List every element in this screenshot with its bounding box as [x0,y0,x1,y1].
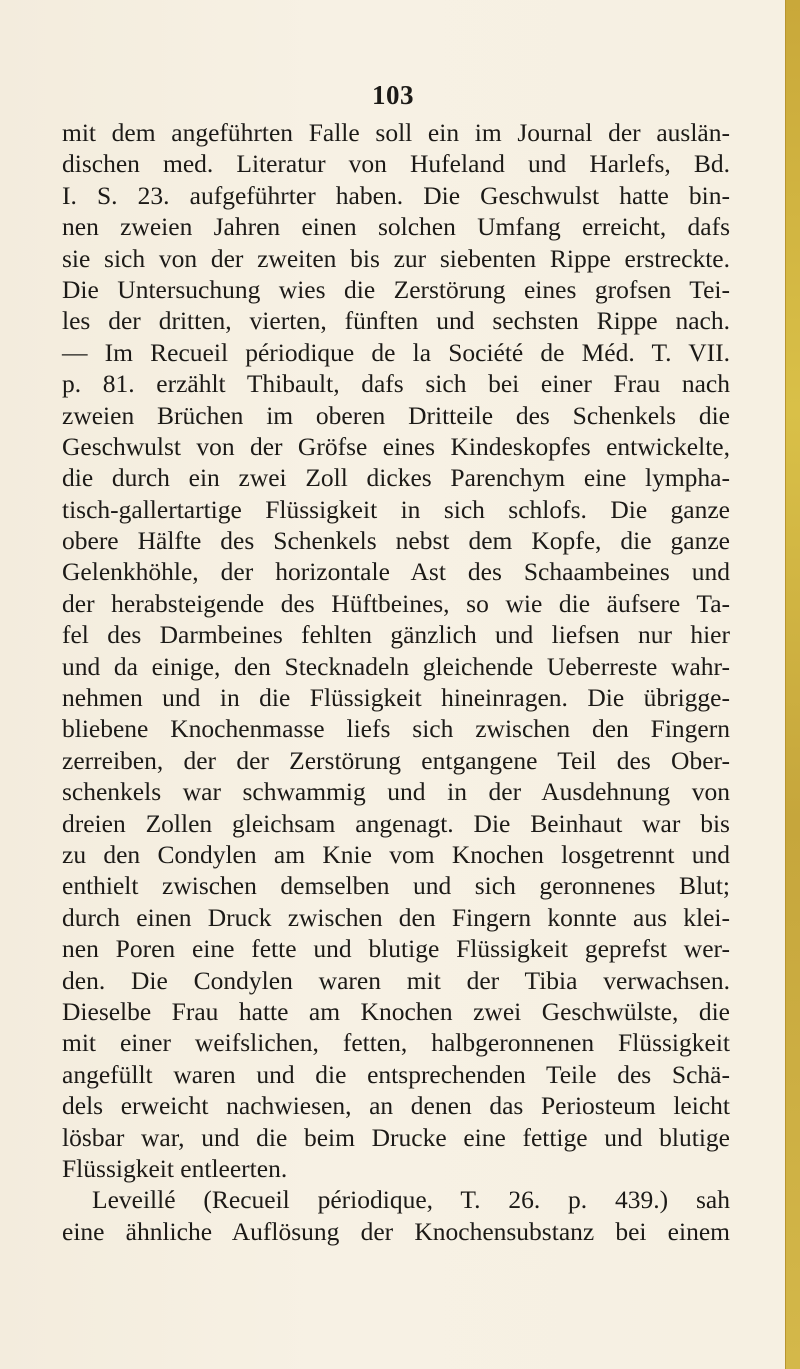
text-line: mit dem angeführten Falle soll ein im Journal der auslän- [62,118,730,147]
text-line: p. 81. erzählt Thibault, dafs sich bei einer Frau nach [62,369,730,399]
text-line: I. S. 23. aufgeführter haben. Die Geschwulst hatte bin- [62,180,730,210]
text-line: Leveillé (Recueil périodique, T. 26. p. 439.) sah [92,1185,730,1215]
body-text [62,117,730,1247]
text-line: durch einen Druck zwischen den Fingern konnte aus klei- [62,902,730,932]
text-line: Dieselbe Frau hatte am Knochen zwei Geschwülste, die [62,996,730,1026]
text-line: den. Die Condylen waren mit der Tibia verwachsen. [62,965,730,995]
text-line: — Im Recueil périodique de la Société de Méd. T. VII. [62,337,730,367]
page-number: 103 [372,80,414,110]
text-line: dischen med. Literatur von Hufeland und Harlefs, Bd. [62,149,730,179]
text-line: bliebene Knochenmasse liefs sich zwischen den Fingern [62,714,730,744]
text-line: tisch-gallertartige Flüssigkeit in sich schlofs. Die ganze [62,494,730,524]
text-line: mit einer weifslichen, fetten, halbgeronnenen Flüssigkeit [62,1028,730,1058]
text-line: die durch ein zwei Zoll dickes Parenchym eine lympha- [62,463,730,493]
text-line: nen Poren eine fette und blutige Flüssigkeit geprefst wer- [62,934,730,964]
text-line: zu den Condylen am Knie vom Knochen losgetrennt und [62,839,730,869]
text-line: enthielt zwischen demselben und sich geronnenes Blut; [62,871,730,901]
text-line: der herabsteigende des Hüftbeines, so wie die äufsere Ta- [62,588,730,618]
text-line: nen zweien Jahren einen solchen Umfang erreicht, dafs [62,212,730,242]
text-line: Flüssigkeit entleerten. [62,1153,288,1183]
text-line: zweien Brüchen im oberen Dritteile des Schenkels die [62,400,730,430]
text-line: fel des Darmbeines fehlten gänzlich und liefsen nur hier [62,620,730,650]
page-edge-strip [785,0,800,1369]
text-line: obere Hälfte des Schenkels nebst dem Kopfe, die ganze [62,526,730,556]
text-line: lösbar war, und die beim Drucke eine fettige und blutige [62,1122,730,1152]
text-line: dels erweicht nachwiesen, an denen das Periosteum leicht [62,1091,730,1121]
text-line: les der dritten, vierten, fünften und sechsten Rippe nach. [62,306,730,336]
text-line: nehmen und in die Flüssigkeit hineinragen. Die übrigge- [62,683,730,713]
text-line: schenkels war schwammig und in der Ausdehnung von [62,777,730,807]
text-line: Geschwulst von der Gröfse eines Kindeskopfes entwickelte, [62,431,730,461]
text-line: dreien Zollen gleichsam angenagt. Die Beinhaut war bis [62,808,730,838]
text-line: zerreiben, der der Zerstörung entgangene Teil des Ober- [62,745,730,775]
text-line: Die Untersuchung wies die Zerstörung eines grofsen Tei- [62,274,730,304]
text-line: Gelenkhöhle, der horizontale Ast des Schaambeines und [62,557,730,587]
text-line: angefüllt waren und die entsprechenden Teile des Schä- [62,1059,730,1089]
text-line: eine ähnliche Auflösung der Knochensubstanz bei einem [62,1216,730,1246]
text-line: sie sich von der zweiten bis zur siebenten Rippe erstreckte. [62,243,730,273]
text-line: und da einige, den Stecknadeln gleichende Ueberreste wahr- [62,651,730,681]
